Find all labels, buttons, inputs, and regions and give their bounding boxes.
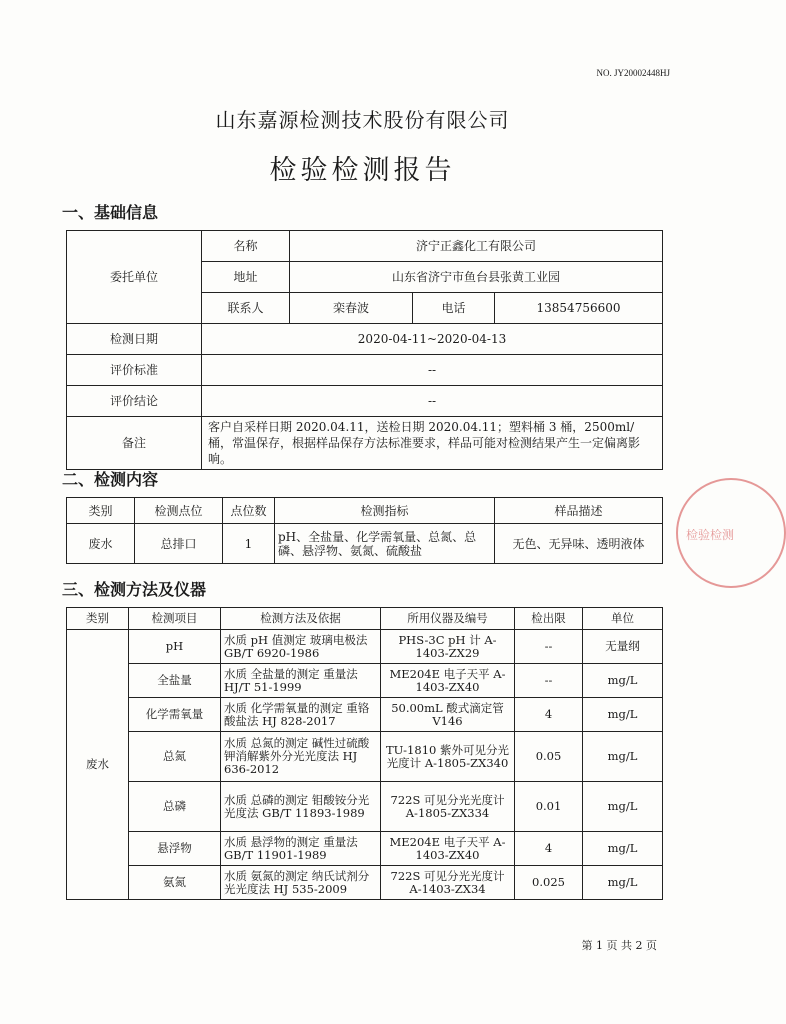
method-basis: 水质 悬浮物的测定 重量法 GB/T 11901-1989: [221, 832, 381, 866]
method-basis: 水质 pH 值测定 玻璃电极法 GB/T 6920-1986: [221, 630, 381, 664]
basic-info-table: [66, 230, 663, 470]
method-basis: 水质 化学需氧量的测定 重铬酸盐法 HJ 828-2017: [221, 698, 381, 732]
method-header-instrument: 所用仪器及编号: [381, 608, 515, 630]
method-item: pH: [129, 630, 221, 664]
method-unit: mg/L: [583, 664, 663, 698]
address-value: 山东省济宁市鱼台县张黄工业园: [290, 262, 663, 293]
name-value: 济宁正鑫化工有限公司: [290, 231, 663, 262]
method-limit: 0.025: [515, 866, 583, 900]
method-unit: mg/L: [583, 732, 663, 782]
method-basis: 水质 氨氮的测定 纳氏试剂分光光度法 HJ 535-2009: [221, 866, 381, 900]
method-instrument: 722S 可见分光光度计 A-1403-ZX34: [381, 866, 515, 900]
content-header-description: 样品描述: [495, 498, 663, 524]
conclusion-value: --: [202, 386, 663, 417]
method-item: 氨氮: [129, 866, 221, 900]
table-row: [67, 698, 663, 732]
conclusion-label: 评价结论: [67, 386, 202, 417]
method-unit: mg/L: [583, 698, 663, 732]
date-label: 检测日期: [67, 324, 202, 355]
table-row: [67, 866, 663, 900]
method-basis: 水质 总磷的测定 钼酸铵分光光度法 GB/T 11893-1989: [221, 782, 381, 832]
method-instrument: 722S 可见分光光度计 A-1805-ZX334: [381, 782, 515, 832]
content-table: [66, 497, 663, 564]
table-row: [67, 664, 663, 698]
method-instrument: PHS-3C pH 计 A-1403-ZX29: [381, 630, 515, 664]
method-unit: 无量纲: [583, 630, 663, 664]
method-category: 废水: [67, 630, 129, 900]
content-category: 废水: [67, 524, 135, 564]
stamp-text: 检验检测: [686, 528, 735, 542]
name-label: 名称: [202, 231, 290, 262]
method-basis: 水质 全盐量的测定 重量法 HJ/T 51-1999: [221, 664, 381, 698]
method-instrument: ME204E 电子天平 A-1403-ZX40: [381, 664, 515, 698]
method-limit: 4: [515, 698, 583, 732]
page-number: 第 1 页 共 2 页: [581, 939, 657, 952]
content-header-indicators: 检测指标: [275, 498, 495, 524]
method-instrument: 50.00mL 酸式滴定管 V146: [381, 698, 515, 732]
table-row: [67, 832, 663, 866]
table-row: [67, 732, 663, 782]
client-label: 委托单位: [67, 231, 202, 324]
method-limit: 0.05: [515, 732, 583, 782]
method-item: 总磷: [129, 782, 221, 832]
contact-value: 栾春波: [290, 293, 413, 324]
table-row: [67, 630, 663, 664]
section-content-title: 二、检测内容: [62, 470, 159, 489]
method-unit: mg/L: [583, 782, 663, 832]
date-value: 2020-04-11~2020-04-13: [202, 324, 663, 355]
method-instrument: TU-1810 紫外可见分光光度计 A-1805-ZX340: [381, 732, 515, 782]
content-header-point: 检测点位: [135, 498, 223, 524]
method-header-item: 检测项目: [129, 608, 221, 630]
standard-label: 评价标准: [67, 355, 202, 386]
content-count: 1: [223, 524, 275, 564]
method-item: 化学需氧量: [129, 698, 221, 732]
method-instrument: ME204E 电子天平 A-1403-ZX40: [381, 832, 515, 866]
address-label: 地址: [202, 262, 290, 293]
remark-label: 备注: [67, 417, 202, 470]
remark-value: 客户自采样日期 2020.04.11，送检日期 2020.04.11；塑料桶 3 桶，2500ml/桶，常温保存，根据样品保存方法标准要求，样品可能对检测结果产生一定偏离影响。: [202, 417, 663, 470]
content-description: 无色、无异味、透明液体: [495, 524, 663, 564]
method-unit: mg/L: [583, 866, 663, 900]
method-unit: mg/L: [583, 832, 663, 866]
section-basic-info-title: 一、基础信息: [62, 203, 159, 222]
table-row: [67, 782, 663, 832]
method-header-limit: 检出限: [515, 608, 583, 630]
section-methods-title: 三、检测方法及仪器: [62, 580, 207, 599]
report-number: NO. JY20002448HJ: [596, 68, 670, 78]
method-item: 总氮: [129, 732, 221, 782]
red-seal-stamp: [676, 478, 786, 588]
content-indicators: pH、全盐量、化学需氧量、总氮、总磷、悬浮物、氨氮、硫酸盐: [275, 524, 495, 564]
company-name: 山东嘉源检测技术股份有限公司: [215, 108, 510, 132]
method-header-unit: 单位: [583, 608, 663, 630]
method-item: 全盐量: [129, 664, 221, 698]
content-point: 总排口: [135, 524, 223, 564]
content-header-category: 类别: [67, 498, 135, 524]
method-limit: --: [515, 630, 583, 664]
contact-label: 联系人: [202, 293, 290, 324]
method-limit: 0.01: [515, 782, 583, 832]
standard-value: --: [202, 355, 663, 386]
method-limit: --: [515, 664, 583, 698]
phone-value: 13854756600: [495, 293, 663, 324]
method-header-method: 检测方法及依据: [221, 608, 381, 630]
method-item: 悬浮物: [129, 832, 221, 866]
document-title: 检验检测报告: [269, 155, 456, 186]
phone-label: 电话: [413, 293, 495, 324]
method-basis: 水质 总氮的测定 碱性过硫酸钾消解紫外分光光度法 HJ 636-2012: [221, 732, 381, 782]
method-limit: 4: [515, 832, 583, 866]
methods-table: [66, 607, 663, 900]
method-header-category: 类别: [67, 608, 129, 630]
content-header-count: 点位数: [223, 498, 275, 524]
